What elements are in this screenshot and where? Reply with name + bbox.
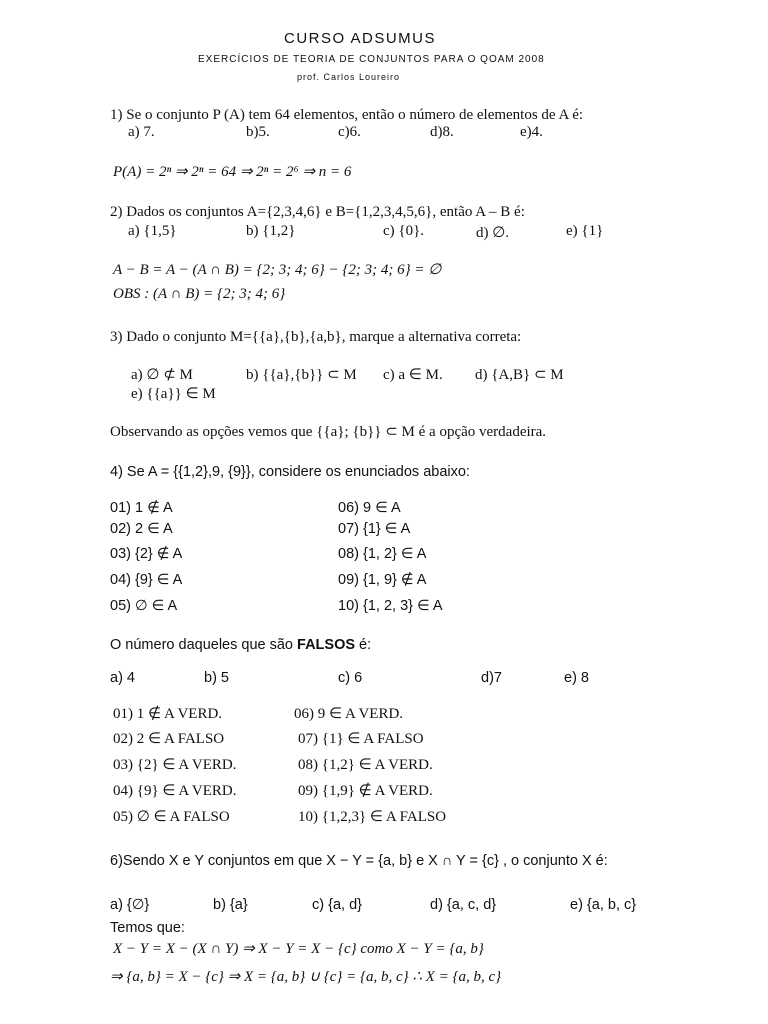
q4-answer-10: 10) {1,2,3} ∈ A FALSO — [298, 809, 447, 825]
q2-option-c: c) {0}. — [383, 223, 425, 239]
q6-option-c: c) {a, d} — [312, 897, 362, 913]
author-line: prof. Carlos Loureiro — [297, 72, 401, 82]
q4-option-c: c) 6 — [338, 670, 363, 686]
q6-solution-line-2: ⇒ {a, b} = X − {c} ⇒ X = {a, b} ∪ {c} = {a, b, c} ∴ X = {a, b, c} — [110, 969, 502, 985]
q4-statement-05: 05) ∅ ∈ A — [110, 598, 178, 614]
q4-answer-07: 07) {1} ∈ A FALSO — [298, 731, 424, 747]
q4-prompt — [110, 637, 371, 653]
q4-answer-02: 02) 2 ∈ A FALSO — [113, 731, 225, 747]
course-title: CURSO ADSUMUS — [284, 30, 437, 47]
q4-prompt-pre: O número daqueles que são — [110, 637, 298, 653]
q4-statement-01: 01) 1 ∉ A — [110, 500, 173, 516]
q4-statement-10: 10) {1, 2, 3} ∈ A — [338, 598, 443, 614]
q4-prompt-post: é: — [355, 637, 372, 653]
q4-statement-06: 06) 9 ∈ A — [338, 500, 401, 516]
q2-option-e: e) {1} — [566, 223, 604, 239]
q2-option-a: a) {1,5} — [128, 223, 177, 239]
q1-option-e: e)4. — [520, 124, 543, 140]
q2-solution-line-2: OBS : (A ∩ B) = {2; 3; 4; 6} — [113, 286, 286, 302]
q2-option-b: b) {1,2} — [246, 223, 296, 239]
q1-option-a: a) 7. — [128, 124, 155, 140]
q4-option-a: a) 4 — [110, 670, 135, 686]
q4-answer-06: 06) 9 ∈ A VERD. — [294, 706, 404, 722]
q3-option-d: d) {A,B} ⊂ M — [475, 367, 564, 383]
q4-answer-01: 01) 1 ∉ A VERD. — [113, 706, 223, 722]
q3-option-c: c) a ∈ M. — [383, 367, 443, 383]
q1-text: 1) Se o conjunto P (A) tem 64 elementos, então o número de elementos de A é: — [110, 107, 584, 123]
q4-option-b: b) 5 — [204, 670, 229, 686]
q3-option-b: b) {{a},{b}} ⊂ M — [246, 367, 357, 383]
q6-solution-line-1: X − Y = X − (X ∩ Y) ⇒ X − Y = X − {c} como X − Y = {a, b} — [113, 941, 484, 957]
q4-statement-07: 07) {1} ∈ A — [338, 521, 411, 537]
q4-statement-04: 04) {9} ∈ A — [110, 572, 183, 588]
q3-observation: Observando as opções vemos que {{a}; {b}} ⊂ M é a opção verdadeira. — [110, 424, 547, 440]
q4-statement-03: 03) {2} ∉ A — [110, 546, 183, 562]
q6-option-a: a) {∅} — [110, 897, 150, 913]
q6-option-d: d) {a, c, d} — [430, 897, 497, 913]
q3-option-e: e) {{a}} ∈ M — [131, 386, 216, 402]
q4-answer-05: 05) ∅ ∈ A FALSO — [113, 809, 230, 825]
q4-answer-08: 08) {1,2} ∈ A VERD. — [298, 757, 433, 773]
q4-option-d: d)7 — [481, 670, 502, 686]
q1-option-b: b)5. — [246, 124, 270, 140]
q4-prompt-bold: FALSOS — [297, 637, 356, 653]
q6-temos: Temos que: — [110, 920, 185, 936]
q1-solution: P(A) = 2ⁿ ⇒ 2ⁿ = 64 ⇒ 2ⁿ = 2⁶ ⇒ n = 6 — [113, 164, 352, 180]
q6-text: 6)Sendo X e Y conjuntos em que X − Y = {a, b} e X ∩ Y = {c} , o conjunto X é: — [110, 853, 608, 869]
q3-option-a: a) ∅ ⊄ M — [131, 367, 193, 383]
q6-option-e: e) {a, b, c} — [570, 897, 637, 913]
q1-option-c: c)6. — [338, 124, 361, 140]
q6-option-b: b) {a} — [213, 897, 248, 913]
q1-option-d: d)8. — [430, 124, 454, 140]
q2-text: 2) Dados os conjuntos A={2,3,4,6} e B={1,2,3,4,5,6}, então A – B é: — [110, 204, 525, 220]
q4-answer-04: 04) {9} ∈ A VERD. — [113, 783, 237, 799]
q4-text: 4) Se A = {{1,2},9, {9}}, considere os enunciados abaixo: — [110, 464, 470, 480]
q4-statement-09: 09) {1, 9} ∉ A — [338, 572, 427, 588]
q2-option-d: d) ∅. — [476, 225, 510, 241]
q4-option-e: e) 8 — [564, 670, 589, 686]
q4-statement-08: 08) {1, 2} ∈ A — [338, 546, 427, 562]
q4-answer-09: 09) {1,9} ∉ A VERD. — [298, 783, 433, 799]
document-subtitle: EXERCÍCIOS DE TEORIA DE CONJUNTOS PARA O QOAM 2008 — [198, 54, 545, 65]
q3-text: 3) Dado o conjunto M={{a},{b},{a,b}, marque a alternativa correta: — [110, 329, 522, 345]
q4-statement-02: 02) 2 ∈ A — [110, 521, 173, 537]
q2-solution-line-1: A − B = A − (A ∩ B) = {2; 3; 4; 6} − {2; 3; 4; 6} = ∅ — [113, 262, 442, 278]
q4-answer-03: 03) {2} ∈ A VERD. — [113, 757, 237, 773]
